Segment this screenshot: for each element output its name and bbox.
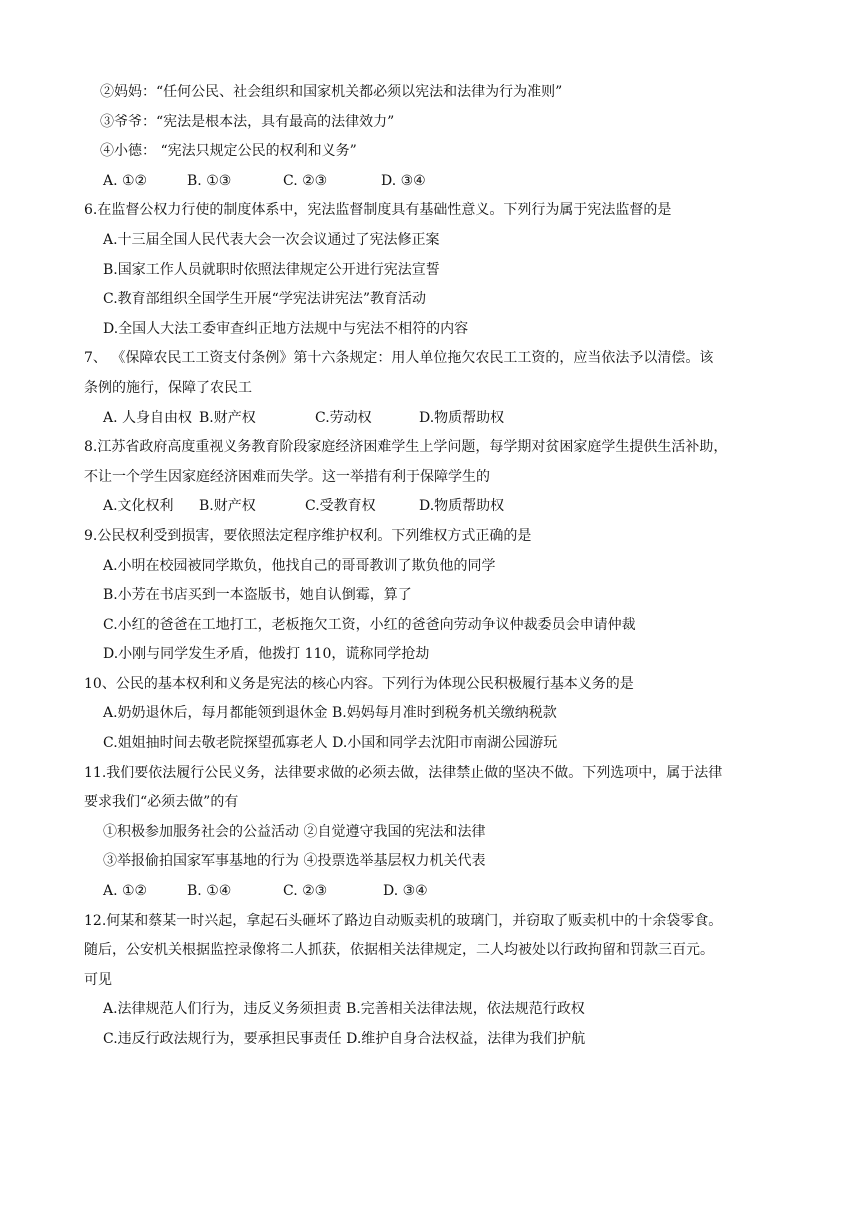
q10-stem: 10、公民的基本权利和义务是宪法的核心内容。下列行为体现公民积极履行基本义务的是 (84, 675, 634, 692)
q5-statement-3: ③爷爷：“宪法是根本法，具有最高的法律效力” (100, 113, 395, 130)
q7-option-a: A. 人身自由权 (103, 409, 193, 426)
q5-option-b: B. ①③ (187, 172, 232, 189)
q6-option-b: B.国家工作人员就职时依照法律规定公开进行宪法宣誓 (103, 261, 440, 278)
q7-option-d: D.物质帮助权 (419, 409, 505, 426)
q7-options (84, 404, 800, 434)
q8-stem-line-1: 8.江苏省政府高度重视义务教育阶段家庭经济困难学生上学问题，每学期对贫困家庭学生提供生活补助， (84, 439, 728, 456)
q5-options (84, 167, 800, 197)
q11-option-d: D. ③④ (383, 883, 428, 900)
q9-option-a: A.小明在校园被同学欺负，他找自己的哥哥教训了欺负他的同学 (103, 557, 496, 574)
q9-option-d: D.小刚与同学发生矛盾，他拨打 110，谎称同学抢劫 (103, 646, 430, 663)
q11-statements-3-4: ③举报偷拍国家军事基地的行为 ④投票选举基层权力机关代表 (103, 853, 486, 870)
q12-options-ab: A.法律规范人们行为，违反义务须担责 B.完善相关法律法规，依法规范行政权 (103, 1001, 585, 1018)
q6-option-a: A.十三届全国人民代表大会一次会议通过了宪法修正案 (103, 231, 440, 248)
q11-option-a: A. ①② (103, 883, 148, 900)
q8-option-d: D.物质帮助权 (419, 498, 505, 515)
q10-options-cd: C.姐姐抽时间去敬老院探望孤寡老人 D.小国和同学去沈阳市南湖公园游玩 (103, 735, 558, 752)
q11-option-c: C. ②③ (283, 883, 328, 900)
q8-option-a: A.文化权利 (103, 498, 174, 515)
q12-stem-line-3: 可见 (84, 971, 112, 988)
q5-statement-2: ②妈妈：“任何公民、社会组织和国家机关都必须以宪法和法律为行为准则” (100, 84, 563, 100)
q7-option-b: B.财产权 (199, 409, 256, 426)
q5-option-c: C. ②③ (283, 172, 328, 189)
q8-stem-line-2: 不让一个学生因家庭经济困难而失学。这一举措有利于保障学生的 (84, 468, 490, 485)
q11-option-b: B. ①④ (187, 883, 232, 900)
q9-option-c: C.小红的爸爸在工地打工，老板拖欠工资，小红的爸爸向劳动争议仲裁委员会申请仲裁 (103, 616, 636, 633)
q7-option-c: C.劳动权 (315, 409, 372, 426)
q5-statement-4: ④小德： “宪法只规定公民的权利和义务” (100, 143, 357, 160)
q5-option-d: D. ③④ (381, 172, 426, 189)
q8-option-b: B.财产权 (199, 498, 256, 515)
q11-stem-line-2: 要求我们“必须去做”的有 (84, 794, 239, 811)
q12-options-cd: C.违反行政法规行为，要承担民事责任 D.维护自身合法权益，法律为我们护航 (103, 1031, 586, 1047)
q9-option-b: B.小芳在书店买到一本盗版书，她自认倒霉，算了 (103, 587, 412, 604)
q11-stem-line-1: 11.我们要依法履行公民义务，法律要求做的必须去做，法律禁止做的坚决不做。下列选项中，属于法律 (84, 764, 723, 781)
q11-statements-1-2: ①积极参加服务社会的公益活动 ②自觉遵守我国的宪法和法律 (103, 823, 486, 840)
q9-stem: 9.公民权利受到损害，要依照法定程序维护权利。下列维权方式正确的是 (84, 527, 532, 544)
q7-stem-line-2: 条例的施行，保障了农民工 (84, 379, 252, 396)
q6-option-d: D.全国人大法工委审查纠正地方法规中与宪法不相符的内容 (103, 320, 469, 337)
q6-option-c: C.教育部组织全国学生开展“学宪法讲宪法”教育活动 (103, 291, 426, 308)
q8-options (84, 492, 800, 522)
q10-options-ab: A.奶奶退休后，每月都能领到退休金 B.妈妈每月准时到税务机关缴纳税款 (103, 705, 557, 722)
q12-stem-line-1: 12.何某和蔡某一时兴起，拿起石头砸坏了路边自动贩卖机的玻璃门，并窃取了贩卖机中的十余袋零食。 (84, 912, 723, 929)
q6-stem: 6.在监督公权力行使的制度体系中，宪法监督制度具有基础性意义。下列行为属于宪法监督的是 (84, 202, 672, 219)
q5-option-a: A. ①② (103, 172, 148, 189)
q11-options (84, 877, 800, 907)
q8-option-c: C.受教育权 (305, 498, 376, 515)
q12-stem-line-2: 随后，公安机关根据监控录像将二人抓获，依据相关法律规定，二人均被处以行政拘留和罚款三百元。 (84, 942, 714, 959)
q7-stem-line-1: 7、 《保障农民工工资支付条例》第十六条规定：用人单位拖欠农民工工资的，应当依法予以清偿。该 (84, 350, 714, 367)
